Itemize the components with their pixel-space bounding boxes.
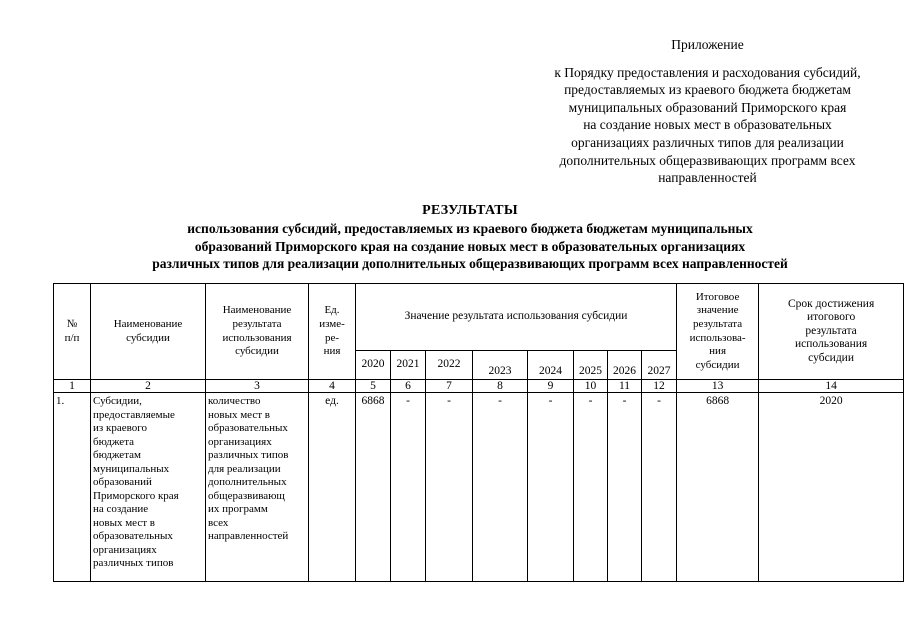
column-number: 3 — [206, 380, 309, 393]
title-line: использования субсидий, предоставляемых из краевого бюджета бюджетам муниципальных — [187, 220, 753, 236]
title-main: РЕЗУЛЬТАТЫ — [422, 203, 518, 218]
title-line: образований Приморского края на создание новых мест в образовательных организациях — [194, 238, 746, 254]
row-value-2024: - — [528, 393, 574, 582]
header-row — [54, 284, 904, 351]
row-result-name: количество новых мест в образовательных организациях различных типов для реализации дополнительных общеразвивающ их программ всех направленностей — [206, 393, 309, 582]
appendix-line: дополнительных общеразвивающих программ всех — [559, 152, 856, 168]
row-value-2022: - — [426, 393, 473, 582]
column-number: 1 — [54, 380, 91, 393]
column-number: 10 — [574, 380, 608, 393]
row-value-2020: 6868 — [356, 393, 391, 582]
appendix-line: предоставляемых из краевого бюджета бюджетам — [564, 82, 851, 98]
year-header: 2024 — [528, 351, 574, 380]
header-values-group: Значение результата использования субсидии — [356, 284, 677, 351]
row-value-2027: - — [642, 393, 677, 582]
column-number: 9 — [528, 380, 574, 393]
row-value-2026: - — [608, 393, 642, 582]
column-number: 5 — [356, 380, 391, 393]
row-unit: ед. — [309, 393, 356, 582]
year-header: 2025 — [574, 351, 608, 380]
row-total: 6868 — [677, 393, 759, 582]
row-deadline: 2020 — [759, 393, 904, 582]
appendix-line: на создание новых мест в образовательных — [583, 117, 832, 133]
appendix-line: муниципальных образований Приморского края — [568, 99, 847, 115]
header-unit: Ед. изме- ре- ния — [309, 284, 356, 380]
row-value-2025: - — [574, 393, 608, 582]
row-value-2021: - — [391, 393, 426, 582]
row-subsidy-name: Субсидии, предоставляемые из краевого бюджета бюджетам муниципальных образований Приморского края на создание новых мест в образовательных организациях различных типов — [91, 393, 206, 582]
year-header: 2020 — [356, 351, 391, 380]
row-value-2023: - — [473, 393, 528, 582]
title-line: различных типов для реализации дополнительных общеразвивающих программ всех направленностей — [152, 256, 788, 272]
appendix-line: к Порядку предоставления и расходования субсидий, — [554, 64, 861, 80]
column-number: 13 — [677, 380, 759, 393]
column-number: 4 — [309, 380, 356, 393]
appendix-line: организациях различных типов для реализации — [571, 134, 844, 150]
year-header: 2026 — [608, 351, 642, 380]
results-table — [53, 283, 904, 582]
year-header: 2022 — [426, 351, 473, 380]
column-number: 12 — [642, 380, 677, 393]
header-deadline: Срок достижения итогового результата использования субсидии — [759, 284, 904, 380]
appendix-heading: Приложение — [671, 37, 744, 52]
column-number: 6 — [391, 380, 426, 393]
year-header: 2021 — [391, 351, 426, 380]
column-number: 7 — [426, 380, 473, 393]
header-total: Итоговое значение результата использова- ния субсидии — [677, 284, 759, 380]
header-subsidy-name: Наименование субсидии — [91, 284, 206, 380]
header-num: № п/п — [54, 284, 91, 380]
document-title — [40, 202, 900, 273]
column-number: 8 — [473, 380, 528, 393]
column-number: 11 — [608, 380, 642, 393]
header-result-name: Наименование результата использования субсидии — [206, 284, 309, 380]
column-number: 2 — [91, 380, 206, 393]
column-numbers-row — [54, 380, 904, 393]
column-number: 14 — [759, 380, 904, 393]
appendix-line: направленностей — [658, 170, 757, 186]
row-num: 1. — [54, 393, 91, 582]
year-header: 2027 — [642, 351, 677, 380]
year-header: 2023 — [473, 351, 528, 380]
appendix-block — [505, 36, 905, 187]
table-row — [54, 393, 904, 582]
